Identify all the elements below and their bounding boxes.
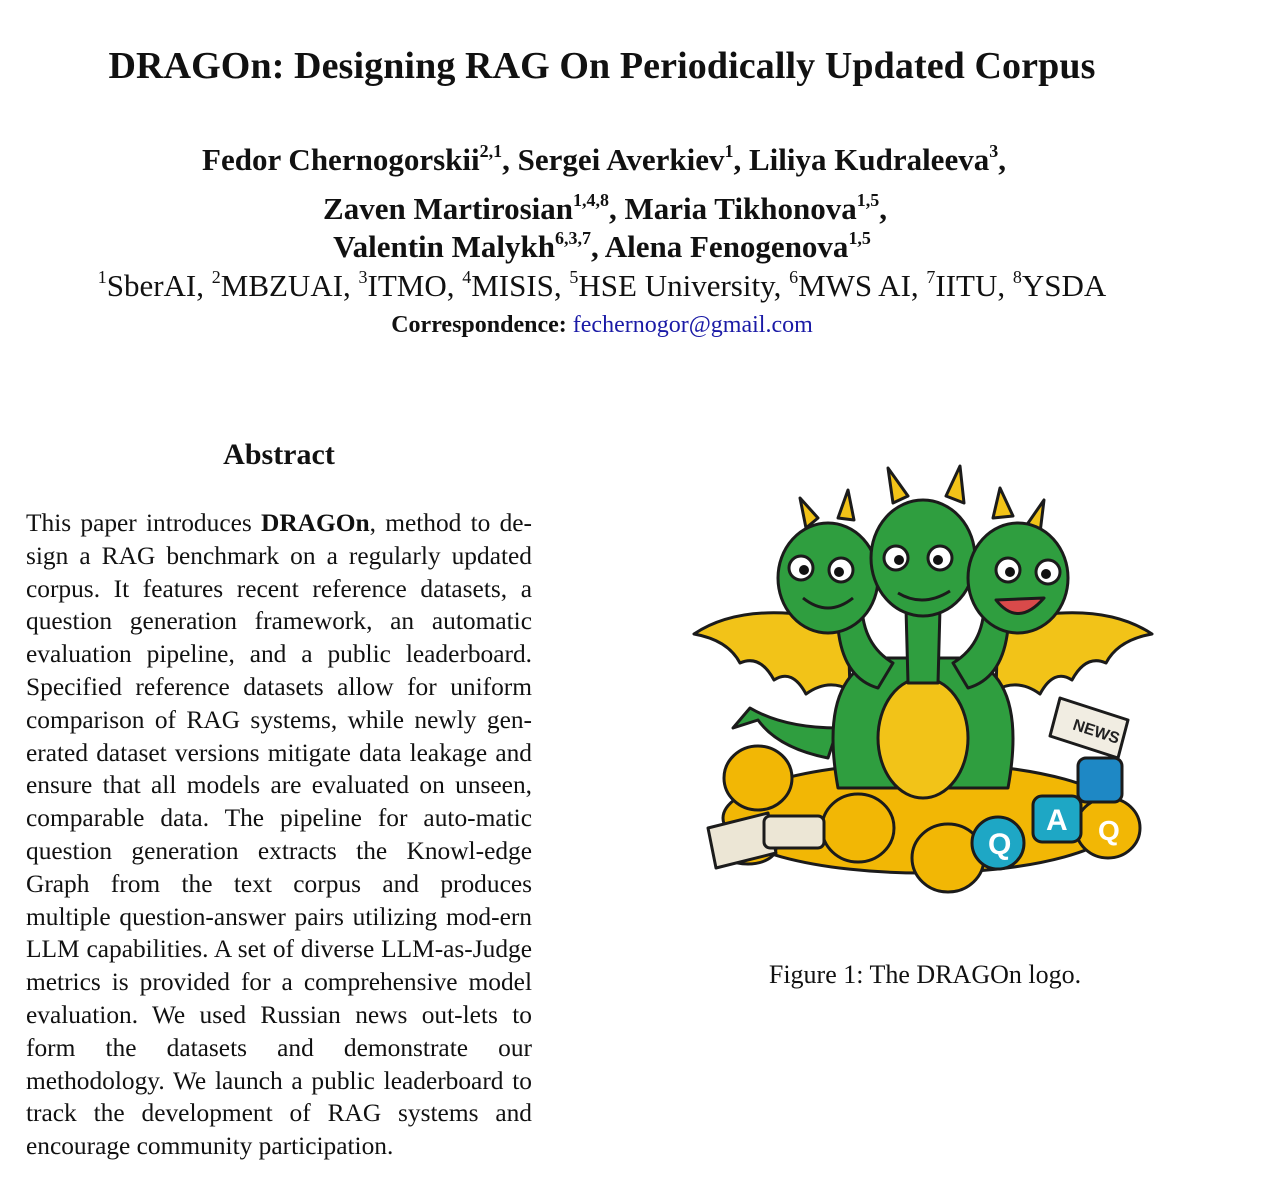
- author-affiliation-marks: 1,5: [856, 190, 880, 211]
- abstract-heading: Abstract: [223, 438, 335, 471]
- affiliation-name: IITU: [935, 268, 998, 303]
- author-name: Maria Tikhonova: [624, 191, 857, 226]
- author-name: Alena Fenogenova: [604, 229, 849, 264]
- affiliation-number: 5: [569, 267, 579, 288]
- author-affiliation-marks: 1,4,8: [573, 190, 609, 211]
- author-line-2: [3, 191, 1207, 227]
- affiliation-number: 7: [926, 267, 936, 288]
- author-name: Liliya Kudraleeva: [748, 142, 990, 177]
- separator: ,: [910, 268, 927, 303]
- separator: ,: [608, 191, 625, 226]
- author-affiliation-marks: 6,3,7: [555, 228, 591, 249]
- affiliation-number: 4: [462, 267, 472, 288]
- email-link[interactable]: fechernogor@gmail.com: [572, 312, 813, 338]
- separator: ,: [343, 268, 359, 303]
- affiliation-number: 2: [211, 267, 221, 288]
- author-name: Fedor Chernogorskii: [202, 142, 480, 177]
- separator: ,: [733, 142, 749, 177]
- separator: ,: [773, 268, 790, 303]
- author-line-1: [2, 142, 1206, 178]
- separator: ,: [553, 268, 570, 303]
- separator: ,: [196, 268, 212, 303]
- affiliation-number: 1: [97, 267, 107, 288]
- affiliations-line: [0, 268, 1204, 304]
- correspondence-label: Correspondence:: [391, 312, 567, 338]
- affiliation-name: HSE University: [578, 268, 774, 303]
- separator: ,: [590, 229, 605, 264]
- separator: ,: [998, 142, 1006, 177]
- three-headed-dragon-logo: [688, 458, 1158, 910]
- separator: ,: [502, 142, 518, 177]
- affiliation-number: 3: [358, 267, 368, 288]
- database-icon: [1078, 758, 1122, 802]
- affiliation-name: SberAI: [106, 268, 197, 303]
- separator: ,: [879, 191, 887, 226]
- correspondence-line: [0, 312, 1204, 339]
- news-label: NEWS: [1070, 716, 1122, 748]
- affiliation-name: MWS AI: [798, 268, 911, 303]
- author-affiliation-marks: 1: [724, 141, 734, 162]
- separator: ,: [997, 268, 1013, 303]
- paper-title: DRAGOn: Designing RAG On Periodically Updated Corpus: [108, 45, 1096, 87]
- author-name: Zaven Martirosian: [323, 191, 574, 226]
- author-name: Sergei Averkiev: [517, 142, 725, 177]
- figure-caption: Figure 1: The DRAGOn logo.: [768, 960, 1082, 989]
- abstract-lead: This paper introduces: [26, 509, 261, 537]
- affiliation-name: MISIS: [471, 268, 554, 303]
- author-affiliation-marks: 3: [989, 141, 999, 162]
- affiliation-number: 8: [1012, 267, 1022, 288]
- affiliation-number: 6: [789, 267, 799, 288]
- author-name: Valentin Malykh: [333, 229, 556, 264]
- answer-label: A: [1046, 804, 1068, 837]
- author-line-3: [0, 229, 1204, 265]
- affiliation-name: ITMO: [367, 268, 447, 303]
- question-coin-label: Q: [1098, 815, 1120, 846]
- affiliation-name: YSDA: [1021, 268, 1107, 303]
- abstract-text: [26, 507, 532, 1163]
- affiliation-name: MBZUAI: [220, 268, 344, 303]
- question-label: Q: [988, 828, 1012, 861]
- author-affiliation-marks: 1,5: [848, 228, 871, 249]
- abstract-body: , method to de-sign a RAG benchmark on a regularly updated corpus. It features recent reference datasets, a question generation framework, an automatic evaluation pipeline, and a public leaderboard. Specified reference datasets allow for uniform comparison of RAG systems, while newly gen-erated dataset versions mitigate data leakage and ensure that all models are evaluated on unseen, comparable data. The pipeline for auto-matic question generation extracts the Knowl-edge Graph from the text corpus and produces multiple question-answer pairs utilizing mod-ern LLM capabilities. A set of diverse LLM-as-Judge metrics is provided for a comprehensive model evaluation. We used Russian news out-lets to form the datasets and demonstrate our methodology. We launch a public leaderboard to track the development of RAG systems and encourage community participation.: [26, 509, 532, 1161]
- abstract-method-name: DRAGOn: [260, 509, 370, 537]
- author-affiliation-marks: 2,1: [479, 141, 503, 162]
- separator: ,: [446, 268, 463, 303]
